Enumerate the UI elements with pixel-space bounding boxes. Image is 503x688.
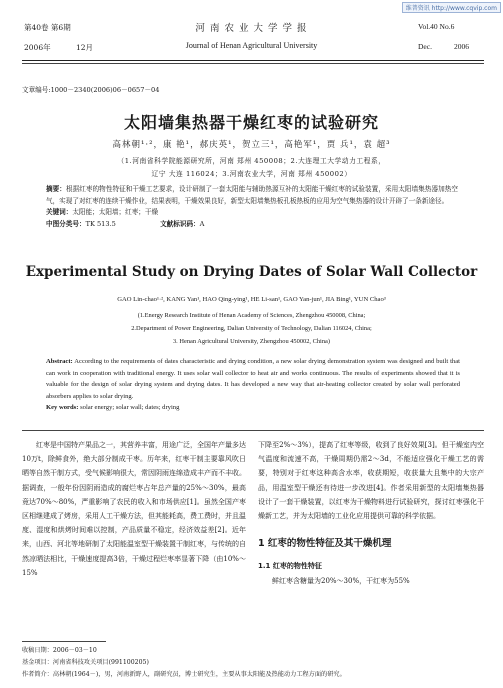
article-number: 文章编号:1000－2340(2006)06－0657－04 xyxy=(22,86,160,94)
header-journal-en: Journal of Henan Agricultural University xyxy=(185,41,318,50)
title-en: Experimental Study on Drying Dates of Solar Wall Collector xyxy=(25,264,478,280)
header-rule xyxy=(22,60,484,61)
body-para-continued: 下降至2%～3%），提高了红枣等级，收到了良好效果[3]。但干燥室内空气温度和流速不高，干燥周期仍需2～3d，不能适应强化干燥工艺的需要，特别对于红枣这种高含水率，收获期短，收获量大且集中的大宗产品，用温室型干燥还有待进一步改进[4]。作者采用新型的太阳墙集热器设计了一套干燥装置，以红枣为干燥物料进行试验研究，探讨红枣强化干燥新工艺，并为太阳墙的工业化应用提供可靠的科学依据。 xyxy=(258,441,484,521)
abstract-separator xyxy=(22,430,484,431)
body-right-column xyxy=(258,438,484,588)
body-left-column xyxy=(22,438,246,580)
clc-label: 中图分类号： xyxy=(46,219,86,228)
footnote-rule xyxy=(22,641,106,642)
keywords-cn-label: 关键词： xyxy=(46,208,73,216)
header-year-en: 2006 xyxy=(454,42,469,51)
keywords-en: solar energy; solar wall; dates; drying xyxy=(80,404,180,411)
keywords-cn: 太阳能；太阳墙；红枣；干燥 xyxy=(72,208,159,216)
affiliation-en-line2: 2.Department of Power Engineering, Dalian University of Technology, Dalian 116024, China; xyxy=(131,325,372,332)
section-1-heading: 1 红枣的物性特征及其干燥机理 xyxy=(258,538,392,550)
footnote-author-bio: 作者简介：高林朝(1964－)，男，河南新野人，副研究员，博士研究生，主要从事太阳能及热能动力工程方面的研究。 xyxy=(22,671,346,678)
affiliation-cn-line1: （1.河南省科学院能源研究所，河南 郑州 450008；2.大连理工大学动力工程系， xyxy=(117,157,386,165)
keywords-en-label: Key words: xyxy=(46,404,79,411)
authors-cn: 高林朝¹·²，康 艳¹，郝庆英¹，贺立三¹，高艳军¹，贾 兵¹，袁 超³ xyxy=(112,140,391,150)
doc-code: A xyxy=(199,219,205,228)
abstract-cn-label: 摘要： xyxy=(46,185,66,193)
header-volume-en: Vol.40 No.6 xyxy=(418,22,455,31)
title-cn: 太阳墙集热器干燥红枣的试验研究 xyxy=(123,113,379,132)
affiliation-en-line1: (1.Energy Research Institute of Henan Academy of Sciences, Zhengzhou 450008, China; xyxy=(137,312,366,319)
clc-number: TK 513.5 xyxy=(85,219,116,228)
header-year-cn: 2006年 xyxy=(24,43,51,52)
abstract-cn xyxy=(46,184,458,230)
header-month-cn: 12月 xyxy=(76,43,94,52)
abstract-en-text: According to the requirements of dates characteristic and drying condition, a new solar drying demonstration system was designed and built that can work in cooperation with traditional energy. It uses solar wall collector to heat air and works continuous. The results of experiments showed that it is valuable for the design of solar drying system and drying dates. It has developed a new way that air-heating collector created by solar wall perforated absorbers applies to solar drying. xyxy=(46,358,460,400)
abstract-en xyxy=(46,356,460,414)
body-para-intro: 红枣是中国特产果品之一，其营养丰富，用途广泛，全国年产量多达10万t，除鲜食外，绝大部分制成干枣。历年来，红枣干制主要靠风吹日晒等自然干制方式，受气候影响很大，常因阴雨连绵造成丰产而不丰收。据调查，一般年份因阴雨造成的腐烂枣占年总产量的25%～30%，最高竟达70%～80%，严重影响了农民的收入和市场供应[1]。虽然全国产枣区相继建成了烤房，采用人工干燥方法，但其能耗高，费工费时，并且温度、湿度和烘烤时间难以控制，产品质量不稳定，经济效益差[2]。近年来，山西、河北等地研制了太阳能温室型干燥装置干制红枣，与传统的自然凉晒法相比，干燥速度提高3倍，干燥过程烂枣率显著下降（由10%～15% xyxy=(22,441,246,577)
header-month-en: Dec. xyxy=(418,42,432,51)
abstract-en-label: Abstract: xyxy=(46,358,73,365)
header-journal-cn: 河 南 农 业 大 学 学 报 xyxy=(195,23,308,34)
footnote-fund: 基金项目：河南省科技攻关项目(991100205) xyxy=(22,659,149,666)
affiliation-en-line3: 3. Henan Agricultural University, Zhengzhou 450002, China) xyxy=(172,338,330,345)
section-1-1-heading: 1.1 红枣的物性特征 xyxy=(258,562,322,571)
section-1-1-text: 鲜红枣含糖量为20%～30%，干红枣为55% xyxy=(272,576,410,585)
authors-en: GAO Lin-chao¹·², KANG Yan¹, HAO Qing-ying¹, HE Li-san¹, GAO Yan-jun¹, JIA Bing¹, YUN Chao³ xyxy=(117,296,386,303)
doc-code-label: 文献标识码： xyxy=(160,219,200,228)
abstract-cn-text: 根据红枣的物性特征和干燥工艺要求，设计研制了一套太阳能与辅助热源互补的太阳能干燥红枣的试验装置，采用太阳墙集热器加热空气，实现了对红枣的连续干燥作业，结果表明，干燥效果良好，新型太阳墙集热板孔板热板的应用为空气集热器的设计开辟了一条新途径。 xyxy=(46,185,459,205)
affiliation-cn-line2: 辽宁 大连 116024；3.河南农业大学，河南 郑州 450002） xyxy=(151,170,352,178)
watermark-stamp[interactable]: 维普资讯 http://www.cqvip.com xyxy=(402,2,501,13)
header-rule-thin xyxy=(22,63,484,64)
header-volume-cn: 第40卷 第6期 xyxy=(24,23,71,32)
footnote-received: 收稿日期：2006－03－10 xyxy=(22,647,97,654)
